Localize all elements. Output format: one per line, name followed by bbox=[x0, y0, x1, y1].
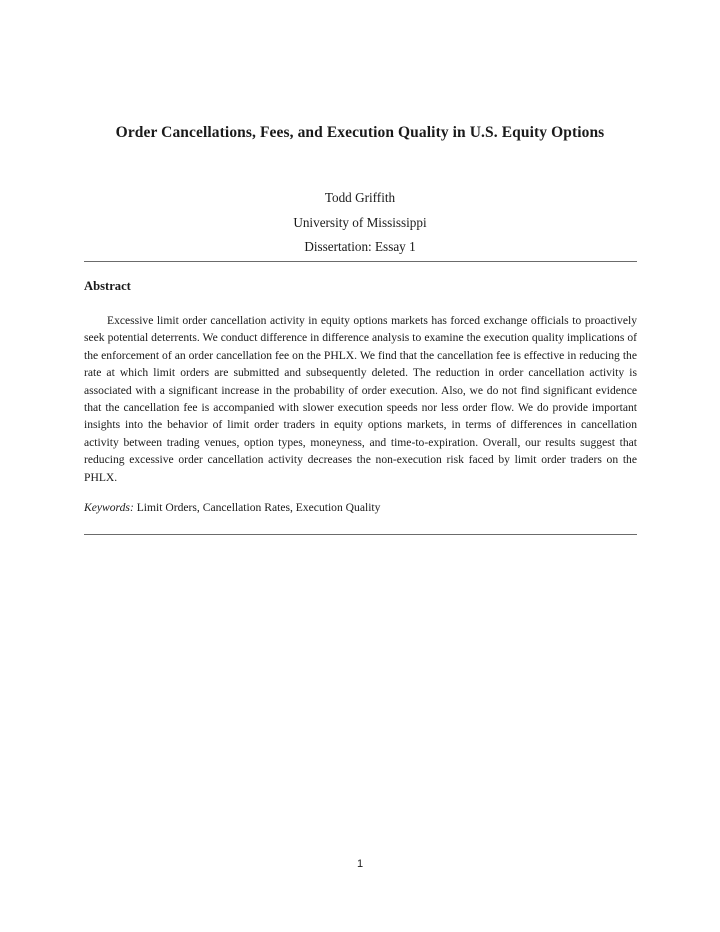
bottom-divider bbox=[84, 534, 637, 535]
author-name: Todd Griffith bbox=[324, 190, 396, 205]
keywords-label: Keywords: bbox=[84, 501, 134, 514]
dissertation-note: Dissertation: Essay 1 bbox=[304, 239, 416, 254]
paper-title: Order Cancellations, Fees, and Execution Quality in U.S. Equity Options bbox=[115, 124, 605, 141]
abstract-text: Excessive limit order cancellation activity in equity options markets has forced exchange officials to proactively seek potential deterrents. We conduct difference in difference analysis to examine the execution quality implications of the enforcement of an order cancellation fee on the PHLX. We find that the cancellation fee is effective in reducing the rate at which limit orders are submitted and subsequently deleted. The reduction in order cancellation activity is associated with a significant increase in the probability of order execution. Also, we do not find significant evidence that the cancellation fee is accompanied with slower execution speeds nor less order flow. We do provide important insights into the behavior of limit order traders in equity options markets, in terms of differences in cancellation activity between trading venues, option types, moneyness, and time-to-expiration. Overall, our results suggest that reducing excessive order cancellation activity decreases the non-execution risk faced by limit order traders on the PHLX. bbox=[84, 314, 637, 484]
keywords-text: Limit Orders, Cancellation Rates, Execution Quality bbox=[136, 501, 381, 514]
keywords-line bbox=[84, 501, 380, 514]
author-block bbox=[0, 186, 720, 260]
top-divider bbox=[84, 261, 637, 262]
page-number: 1 bbox=[356, 858, 364, 870]
author-affiliation: University of Mississippi bbox=[293, 214, 427, 230]
abstract-heading: Abstract bbox=[84, 279, 131, 293]
